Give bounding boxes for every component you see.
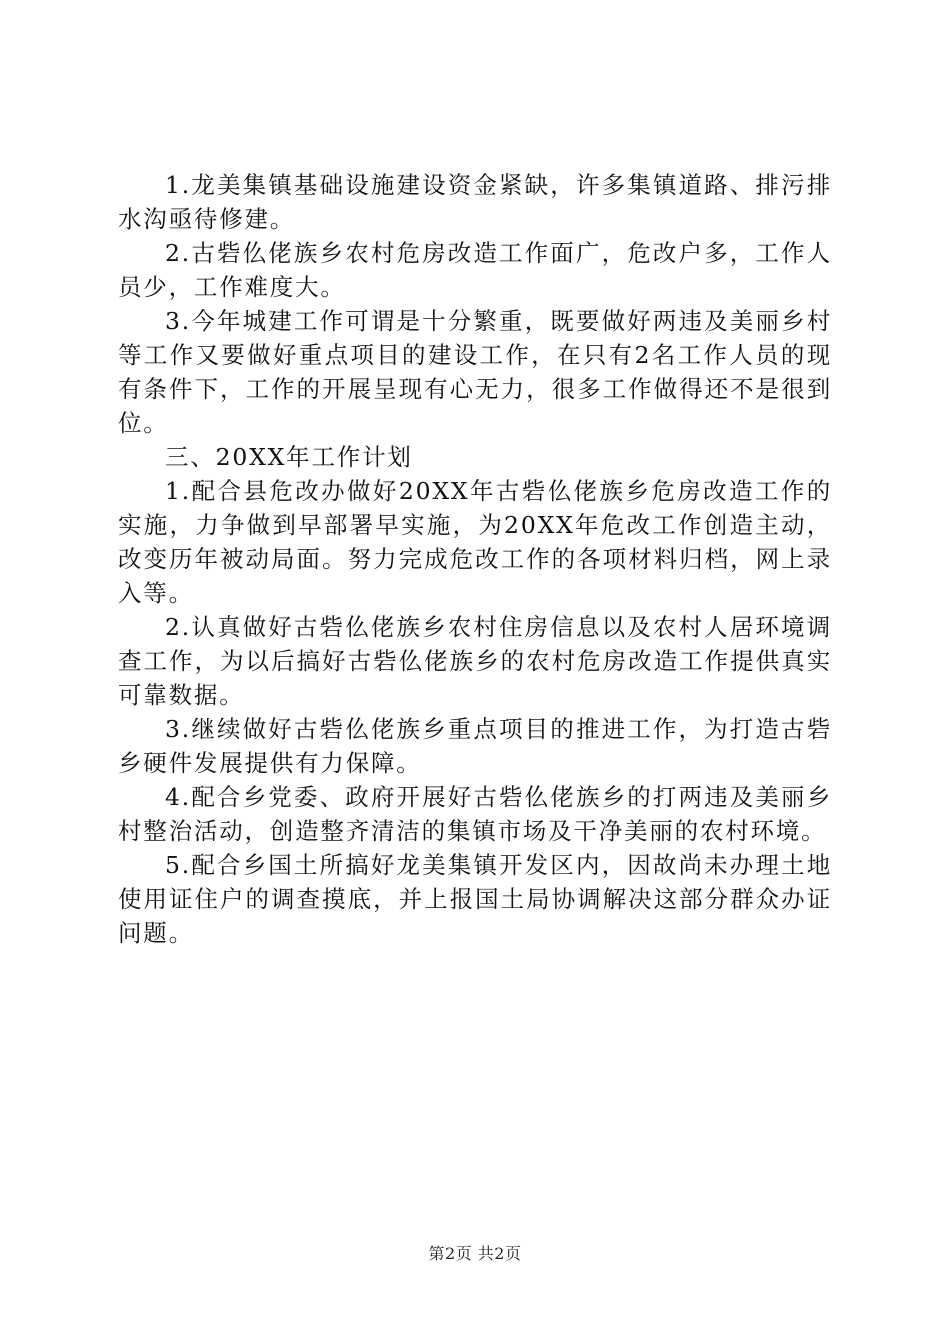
page-number-footer: 第2页 共2页 [428, 1244, 522, 1263]
paragraph-problem-1: 1.龙美集镇基础设施建设资金紧缺，许多集镇道路、排污排水沟亟待修建。 [118, 171, 832, 233]
paragraph-plan-1: 1.配合县危改办做好20XX年古砦仫佬族乡危房改造工作的实施，力争做到早部署早实施，为20XX年危改工作创造主动，改变历年被动局面。努力完成危改工作的各项材料归档，网上录入等。 [118, 477, 832, 607]
paragraph-problem-2: 2.古砦仫佬族乡农村危房改造工作面广，危改户多，工作人员少，工作难度大。 [118, 239, 832, 301]
document-body [118, 168, 832, 950]
paragraph-plan-5: 5.配合乡国土所搞好龙美集镇开发区内，因故尚未办理土地使用证住户的调查摸底，并上报国土局协调解决这部分群众办证问题。 [118, 851, 832, 947]
paragraph-plan-4: 4.配合乡党委、政府开展好古砦仫佬族乡的打两违及美丽乡村整治活动，创造整齐清洁的集镇市场及干净美丽的农村环境。 [118, 783, 832, 845]
section-heading-work-plan: 三、20XX年工作计划 [165, 443, 413, 471]
paragraph-plan-2: 2.认真做好古砦仫佬族乡农村住房信息以及农村人居环境调查工作，为以后搞好古砦仫佬族乡的农村危房改造工作提供真实可靠数据。 [118, 613, 832, 709]
paragraph-plan-3: 3.继续做好古砦仫佬族乡重点项目的推进工作，为打造古砦乡硬件发展提供有力保障。 [118, 715, 832, 777]
paragraph-problem-3: 3.今年城建工作可谓是十分繁重，既要做好两违及美丽乡村等工作又要做好重点项目的建设工作，在只有2名工作人员的现有条件下，工作的开展呈现有心无力，很多工作做得还不是很到位。 [118, 307, 832, 437]
